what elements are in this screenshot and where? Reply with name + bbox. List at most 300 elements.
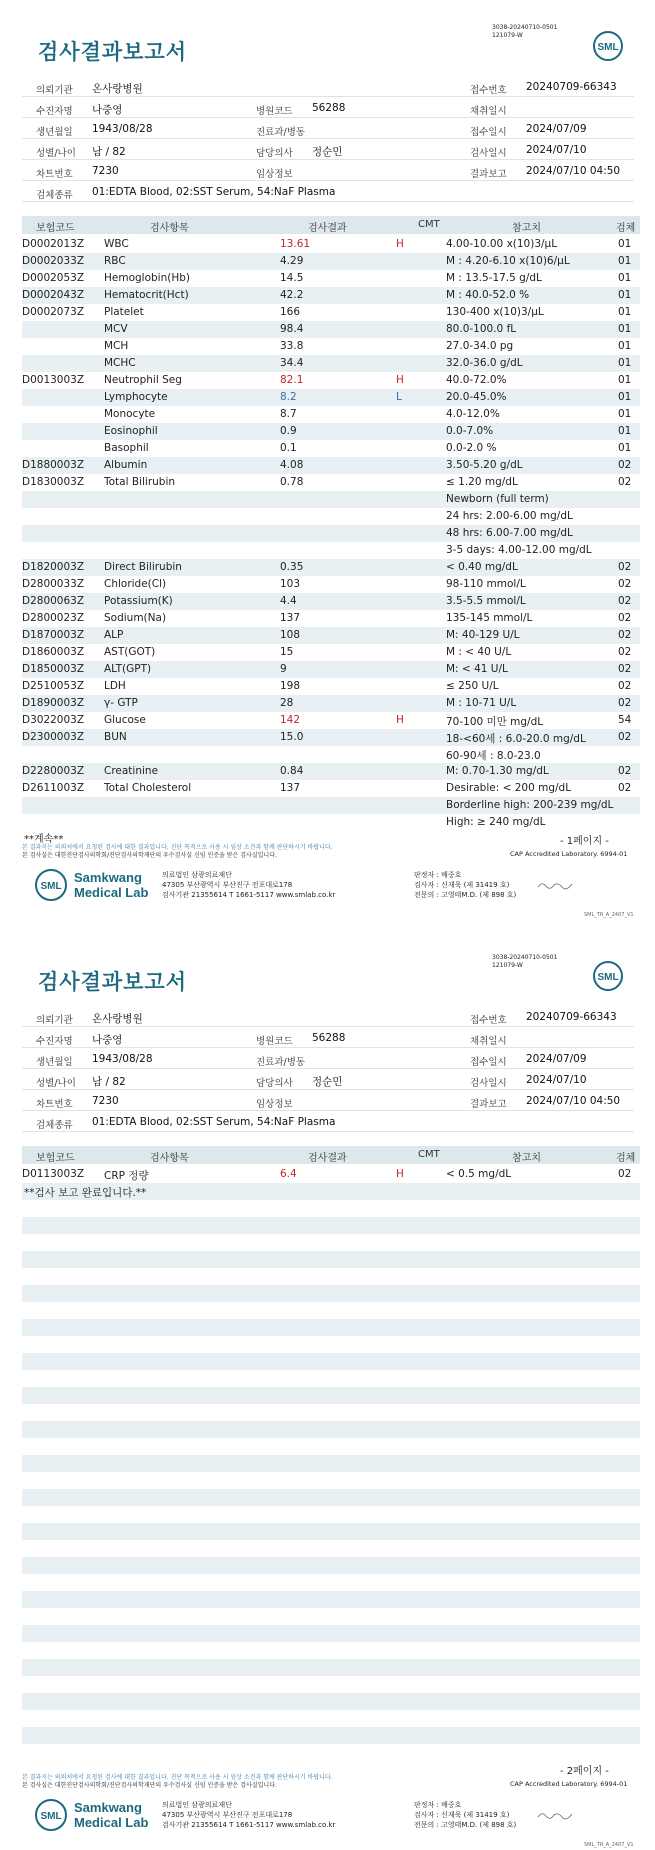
cell-result: 4.4	[280, 595, 297, 607]
cell-specimen: 02	[618, 629, 632, 641]
footer-org-info	[162, 1800, 335, 1830]
col-code: 보험코드	[36, 1153, 75, 1164]
empty-row	[22, 1557, 640, 1574]
value-doctor: 정순민	[312, 1076, 343, 1088]
empty-row	[22, 1625, 640, 1642]
corner-code	[492, 24, 557, 40]
signer-judge: 판정자 : 배중호	[414, 1801, 462, 1809]
cell-reference: 24 hrs: 2.00-6.00 mg/dL	[446, 510, 573, 522]
value-hospital-code: 56288	[312, 1032, 346, 1044]
cell-result: 198	[280, 680, 301, 692]
cell-test-name: γ- GTP	[104, 697, 138, 709]
cell-reference: 18-<60세 : 6.0-20.0 mg/dL	[446, 733, 586, 745]
cell-test-name: ALT(GPT)	[104, 663, 152, 675]
label-dept: 진료과/병동	[256, 1057, 306, 1068]
cell-reference: High: ≥ 240 mg/dL	[446, 816, 546, 828]
corner-code-line2: 121079-W	[492, 32, 523, 39]
cell-result: 4.29	[280, 255, 304, 267]
header-row-5	[22, 1092, 634, 1111]
empty-row	[22, 1591, 640, 1608]
table-row	[22, 576, 640, 593]
cell-reference: 3.50-5.20 g/dL	[446, 459, 523, 471]
header-row-2	[22, 1029, 634, 1048]
cell-code: D1890003Z	[22, 697, 85, 709]
value-birth: 1943/08/28	[92, 1053, 153, 1065]
table-row	[22, 559, 640, 576]
empty-row	[22, 1234, 640, 1251]
cell-result: 0.9	[280, 425, 297, 437]
org-contact: 검사기관 21355614 T 1661-5117 www.smlab.co.kr	[162, 891, 336, 899]
table-row	[22, 372, 640, 389]
cell-specimen: 02	[618, 782, 632, 794]
cell-specimen: 54	[618, 714, 632, 726]
cell-result: 0.1	[280, 442, 297, 454]
cell-reference: 20.0-45.0%	[446, 391, 507, 403]
cell-specimen: 01	[618, 425, 632, 437]
report-complete-row	[22, 1183, 640, 1200]
table-row	[22, 457, 640, 474]
label-chart-no: 차트번호	[36, 169, 73, 180]
cell-specimen: 01	[618, 408, 632, 420]
label-patient-name: 수진자명	[36, 1036, 73, 1047]
cell-code: D2800063Z	[22, 595, 85, 607]
empty-row	[22, 1489, 640, 1506]
table-row	[22, 389, 640, 406]
table-row	[22, 763, 640, 780]
col-code: 보험코드	[36, 223, 75, 234]
cell-test-name: Hematocrit(Hct)	[104, 289, 189, 301]
label-birth: 생년월일	[36, 127, 73, 138]
value-sex-age: 남 / 82	[92, 146, 126, 158]
svg-text:SML: SML	[40, 1811, 62, 1822]
cell-code: D0002053Z	[22, 272, 85, 284]
label-receipt-no: 접수번호	[470, 1015, 507, 1026]
table-row	[22, 712, 640, 729]
cell-reference: 27.0-34.0 pg	[446, 340, 514, 352]
cell-specimen: 01	[618, 340, 632, 352]
cell-result: 103	[280, 578, 301, 590]
cell-result: 82.1	[280, 374, 304, 386]
empty-row	[22, 1387, 640, 1404]
empty-row	[22, 1574, 640, 1591]
empty-row	[22, 1319, 640, 1336]
table-row	[22, 644, 640, 661]
cell-reference: 3.5-5.5 mmol/L	[446, 595, 526, 607]
cell-result: 14.5	[280, 272, 304, 284]
logo-line2: Medical Lab	[74, 885, 149, 900]
corner-code	[492, 954, 557, 970]
cell-result: 15.0	[280, 731, 304, 743]
cell-specimen: 01	[618, 323, 632, 335]
cell-reference: 98-110 mmol/L	[446, 578, 526, 590]
cell-reference: M: 40-129 U/L	[446, 629, 520, 641]
label-report-date: 결과보고	[470, 169, 507, 180]
cell-result: 8.7	[280, 408, 297, 420]
cell-reference: 60-90세 : 8.0-23.0	[446, 750, 541, 762]
cell-flag: H	[396, 714, 404, 726]
empty-row	[22, 1217, 640, 1234]
report-complete-label: **검사 보고 완료입니다.**	[24, 1187, 147, 1199]
header-row-1	[22, 1008, 634, 1027]
label-test-date: 검사일시	[470, 1078, 507, 1089]
label-sex-age: 성별/나이	[36, 148, 76, 159]
cell-result: 166	[280, 306, 301, 318]
cell-reference: ≤ 1.20 mg/dL	[446, 476, 518, 488]
cell-test-name: Creatinine	[104, 765, 159, 777]
cell-code: D1820003Z	[22, 561, 85, 573]
empty-row	[22, 1455, 640, 1472]
cell-test-name: Lymphocyte	[104, 391, 168, 403]
report-title: 검사결과보고서	[38, 40, 188, 64]
logo-line1: Samkwang	[74, 870, 142, 885]
value-doctor: 정순민	[312, 146, 343, 158]
footer-note-1: 본 결과지는 의뢰처에서 요청된 검사에 대한 결과입니다. 진단 목적으로 사용 시 임상 소견과 함께 판단하시기 바랍니다.	[22, 844, 333, 851]
label-clinical-info: 임상정보	[256, 1099, 293, 1110]
cell-test-name: Chloride(Cl)	[104, 578, 167, 590]
value-receipt-no: 20240709-66343	[526, 81, 617, 93]
value-receipt-no: 20240709-66343	[526, 1011, 617, 1023]
empty-row	[22, 1693, 640, 1710]
table-row	[22, 508, 640, 525]
cell-test-name: Eosinophil	[104, 425, 158, 437]
value-test-date: 2024/07/10	[526, 1074, 587, 1086]
table-row	[22, 304, 640, 321]
cell-specimen: 01	[618, 357, 632, 369]
logo-line1: Samkwang	[74, 1800, 142, 1815]
table-row	[22, 287, 640, 304]
cell-test-name: Total Cholesterol	[104, 782, 192, 794]
table-row	[22, 423, 640, 440]
cell-specimen: 02	[618, 578, 632, 590]
results-table-header	[22, 1146, 640, 1164]
label-collect-date: 채취일시	[470, 1036, 507, 1047]
table-row	[22, 253, 640, 270]
table-row	[22, 780, 640, 797]
report-page-2	[0, 930, 655, 1850]
table-row	[22, 1166, 640, 1183]
cell-specimen: 02	[618, 765, 632, 777]
header-row-2	[22, 99, 634, 118]
cell-reference: 40.0-72.0%	[446, 374, 507, 386]
cell-flag: H	[396, 238, 404, 250]
sml-footer-logo-icon	[34, 868, 68, 902]
cell-result: 8.2	[280, 391, 297, 403]
cell-specimen: 02	[618, 561, 632, 573]
cell-code: D0113003Z	[22, 1168, 85, 1180]
cell-code: D2800023Z	[22, 612, 85, 624]
sml-logo-icon	[592, 30, 624, 62]
cell-reference: 48 hrs: 6.00-7.00 mg/dL	[446, 527, 573, 539]
logo-text: SML	[597, 42, 619, 53]
corner-code-line1: 3038-20240710-0501	[492, 954, 558, 961]
cell-specimen: 01	[618, 289, 632, 301]
table-row	[22, 661, 640, 678]
cell-result: 108	[280, 629, 301, 641]
cell-reference: 0.0-2.0 %	[446, 442, 497, 454]
cell-test-name: Total Bilirubin	[104, 476, 176, 488]
value-birth: 1943/08/28	[92, 123, 153, 135]
empty-row	[22, 1472, 640, 1489]
empty-row	[22, 1676, 640, 1693]
value-chart-no: 7230	[92, 165, 119, 177]
results-table-page2	[22, 1166, 640, 1761]
cell-reference: 4.0-12.0%	[446, 408, 500, 420]
footer-note-1: 본 결과지는 의뢰처에서 요청된 검사에 대한 결과입니다. 진단 목적으로 사용 시 임상 소견과 함께 판단하시기 바랍니다.	[22, 1774, 333, 1781]
empty-row	[22, 1540, 640, 1557]
cell-code: D2510053Z	[22, 680, 85, 692]
cell-code: D3022003Z	[22, 714, 85, 726]
cell-code: D0013003Z	[22, 374, 85, 386]
table-row	[22, 440, 640, 457]
label-doctor: 담당의사	[256, 1078, 293, 1089]
empty-row	[22, 1727, 640, 1744]
cell-test-name: AST(GOT)	[104, 646, 156, 658]
org-address: 47305 부산광역시 부산진구 전포대로178	[162, 881, 293, 889]
cell-reference: M : < 40 U/L	[446, 646, 512, 658]
cell-code: D0002013Z	[22, 238, 85, 250]
cell-reference: M : 4.20-6.10 x(10)6/μL	[446, 255, 570, 267]
table-row	[22, 797, 640, 814]
label-patient-name: 수진자명	[36, 106, 73, 117]
cell-specimen: 01	[618, 374, 632, 386]
table-row	[22, 729, 640, 746]
cell-specimen: 02	[618, 731, 632, 743]
cell-test-name: CRP 정량	[104, 1170, 149, 1182]
cell-test-name: MCH	[104, 340, 129, 352]
page-number: - 1페이지 -	[560, 836, 609, 847]
report-title: 검사결과보고서	[38, 970, 188, 994]
label-receipt-date: 접수일시	[470, 1057, 507, 1068]
label-sex-age: 성별/나이	[36, 1078, 76, 1089]
empty-row	[22, 1336, 640, 1353]
form-code: SML_TR_A_2407_V1	[584, 1842, 634, 1848]
empty-row	[22, 1302, 640, 1319]
cell-test-name: RBC	[104, 255, 126, 267]
header-row-6	[22, 183, 634, 202]
cell-specimen: 01	[618, 442, 632, 454]
signer-tester: 검사자 : 신재욱 (제 31419 호)	[414, 881, 510, 889]
table-row	[22, 474, 640, 491]
header-row-1	[22, 78, 634, 97]
cell-result: 9	[280, 663, 287, 675]
empty-row	[22, 1268, 640, 1285]
label-clinical-info: 임상정보	[256, 169, 293, 180]
cell-specimen: 01	[618, 391, 632, 403]
label-hospital-code: 병원코드	[256, 1036, 293, 1047]
cell-result: 137	[280, 782, 301, 794]
cell-result: 34.4	[280, 357, 304, 369]
cell-code: D2280003Z	[22, 765, 85, 777]
cell-specimen: 02	[618, 697, 632, 709]
value-patient-name: 나중영	[92, 104, 123, 116]
cell-result: 98.4	[280, 323, 304, 335]
header-row-4	[22, 141, 634, 160]
cell-test-name: ALP	[104, 629, 124, 641]
empty-row	[22, 1659, 640, 1676]
cell-reference: Borderline high: 200-239 mg/dL	[446, 799, 614, 811]
signer-tester: 검사자 : 신재욱 (제 31419 호)	[414, 1811, 510, 1819]
footer-org-info	[162, 870, 335, 900]
footer-signers	[414, 870, 516, 900]
cell-test-name: LDH	[104, 680, 126, 692]
col-ref: 참고치	[512, 1153, 541, 1164]
org-name: 의료법인 삼광의료재단	[162, 1801, 232, 1809]
table-row	[22, 542, 640, 559]
cell-result: 137	[280, 612, 301, 624]
cell-code: D2800033Z	[22, 578, 85, 590]
value-receipt-date: 2024/07/09	[526, 1053, 587, 1065]
cell-test-name: Neutrophil Seg	[104, 374, 182, 386]
table-row	[22, 593, 640, 610]
cell-reference: ≤ 250 U/L	[446, 680, 499, 692]
empty-row	[22, 1285, 640, 1302]
cell-specimen: 01	[618, 306, 632, 318]
label-institution: 의뢰기관	[36, 85, 73, 96]
cell-test-name: Direct Bilirubin	[104, 561, 182, 573]
cell-specimen: 02	[618, 459, 632, 471]
table-row	[22, 678, 640, 695]
value-institution: 온사랑병원	[92, 1013, 143, 1025]
results-table-page1	[22, 236, 640, 831]
label-test-date: 검사일시	[470, 148, 507, 159]
value-hospital-code: 56288	[312, 102, 346, 114]
cell-reference: 0.0-7.0%	[446, 425, 494, 437]
label-birth: 생년월일	[36, 1057, 73, 1068]
cell-test-name: Glucose	[104, 714, 146, 726]
cell-result: 142	[280, 714, 301, 726]
form-code: SML_TR_A_2407_V1	[584, 912, 634, 918]
signature-mark	[536, 880, 576, 890]
col-name: 검사항목	[150, 1153, 189, 1164]
cell-code: D2300003Z	[22, 731, 85, 743]
logo-line2: Medical Lab	[74, 1815, 149, 1830]
empty-row	[22, 1506, 640, 1523]
corner-code-line2: 121079-W	[492, 962, 523, 969]
sml-logo-icon	[592, 960, 624, 992]
cell-reference: < 0.40 mg/dL	[446, 561, 518, 573]
page-number: - 2페이지 -	[560, 1766, 609, 1777]
sml-footer-logo-icon	[34, 1798, 68, 1832]
cell-specimen: 01	[618, 238, 632, 250]
label-hospital-code: 병원코드	[256, 106, 293, 117]
col-result: 검사결과	[308, 1153, 347, 1164]
value-report-date: 2024/07/10 04:50	[526, 1095, 621, 1107]
empty-row	[22, 1404, 640, 1421]
cell-flag: H	[396, 1168, 404, 1180]
empty-row	[22, 1523, 640, 1540]
signer-specialist: 전문의 : 고영태M.D. (제 898 호)	[414, 891, 517, 899]
col-spec: 검체	[616, 1153, 636, 1164]
cell-flag: L	[396, 391, 402, 403]
col-cmt: CMT	[418, 219, 440, 230]
cell-code: D0002033Z	[22, 255, 85, 267]
org-contact: 검사기관 21355614 T 1661-5117 www.smlab.co.kr	[162, 1821, 336, 1829]
label-receipt-no: 접수번호	[470, 85, 507, 96]
cell-test-name: Platelet	[104, 306, 144, 318]
value-chart-no: 7230	[92, 1095, 119, 1107]
cell-flag: H	[396, 374, 404, 386]
col-result: 검사결과	[308, 223, 347, 234]
org-name: 의료법인 삼광의료재단	[162, 871, 232, 879]
empty-row	[22, 1353, 640, 1370]
label-specimen: 검체종류	[36, 190, 73, 201]
cell-result: 6.4	[280, 1168, 297, 1180]
cell-test-name: Sodium(Na)	[104, 612, 167, 624]
empty-row	[22, 1744, 640, 1761]
value-sex-age: 남 / 82	[92, 1076, 126, 1088]
table-row	[22, 610, 640, 627]
table-row	[22, 236, 640, 253]
cell-reference: 70-100 미만 mg/dL	[446, 716, 544, 728]
empty-row	[22, 1608, 640, 1625]
table-row	[22, 695, 640, 712]
cell-reference: Newborn (full term)	[446, 493, 549, 505]
label-report-date: 결과보고	[470, 1099, 507, 1110]
footer-note-2: 본 검사실은 대한진단검사의학회/진단검사의학재단의 우수검사실 신임 인증을 받은 검사실입니다.	[22, 852, 277, 859]
org-address: 47305 부산광역시 부산진구 전포대로178	[162, 1811, 293, 1819]
table-row	[22, 746, 640, 763]
corner-code-line1: 3038-20240710-0501	[492, 24, 558, 31]
label-specimen: 검체종류	[36, 1120, 73, 1131]
cell-code: D1860003Z	[22, 646, 85, 658]
value-specimen: 01:EDTA Blood, 02:SST Serum, 54:NaF Plasma	[92, 1116, 336, 1128]
footer-signers	[414, 1800, 516, 1830]
cell-code: D1870003Z	[22, 629, 85, 641]
results-table-header	[22, 216, 640, 234]
footer-note-2: 본 검사실은 대한진단검사의학회/진단검사의학재단의 우수검사실 신임 인증을 받은 검사실입니다.	[22, 1782, 277, 1789]
continue-label: **계속**	[24, 834, 64, 845]
header-row-3	[22, 1050, 634, 1069]
cap-accreditation: CAP Accredited Laboratory. 6994-01	[510, 1780, 628, 1788]
header-row-4	[22, 1071, 634, 1090]
cell-code: D1850003Z	[22, 663, 85, 675]
footer-logo	[34, 866, 154, 906]
cell-specimen: 02	[618, 663, 632, 675]
empty-row	[22, 1200, 640, 1217]
cell-code: D0002043Z	[22, 289, 85, 301]
value-test-date: 2024/07/10	[526, 144, 587, 156]
label-dept: 진료과/병동	[256, 127, 306, 138]
table-row	[22, 338, 640, 355]
cell-specimen: 02	[618, 612, 632, 624]
cell-test-name: Albumin	[104, 459, 148, 471]
header-row-6	[22, 1113, 634, 1132]
cell-specimen: 02	[618, 1168, 632, 1180]
value-institution: 온사랑병원	[92, 83, 143, 95]
cell-result: 13.61	[280, 238, 311, 250]
col-ref: 참고치	[512, 223, 541, 234]
table-row	[22, 270, 640, 287]
label-doctor: 담당의사	[256, 148, 293, 159]
cell-specimen: 02	[618, 595, 632, 607]
empty-row	[22, 1251, 640, 1268]
cell-test-name: BUN	[104, 731, 127, 743]
col-spec: 검체	[616, 223, 636, 234]
cell-code: D1830003Z	[22, 476, 85, 488]
svg-text:SML: SML	[597, 972, 619, 983]
footer-logo	[34, 1796, 154, 1836]
cell-reference: 3-5 days: 4.00-12.00 mg/dL	[446, 544, 592, 556]
table-row	[22, 525, 640, 542]
svg-text:SML: SML	[40, 881, 62, 892]
cell-specimen: 02	[618, 680, 632, 692]
cell-reference: 130-400 x(10)3/μL	[446, 306, 544, 318]
header-row-3	[22, 120, 634, 139]
empty-row	[22, 1710, 640, 1727]
value-specimen: 01:EDTA Blood, 02:SST Serum, 54:NaF Plasma	[92, 186, 336, 198]
cell-test-name: Monocyte	[104, 408, 156, 420]
cell-test-name: WBC	[104, 238, 129, 250]
